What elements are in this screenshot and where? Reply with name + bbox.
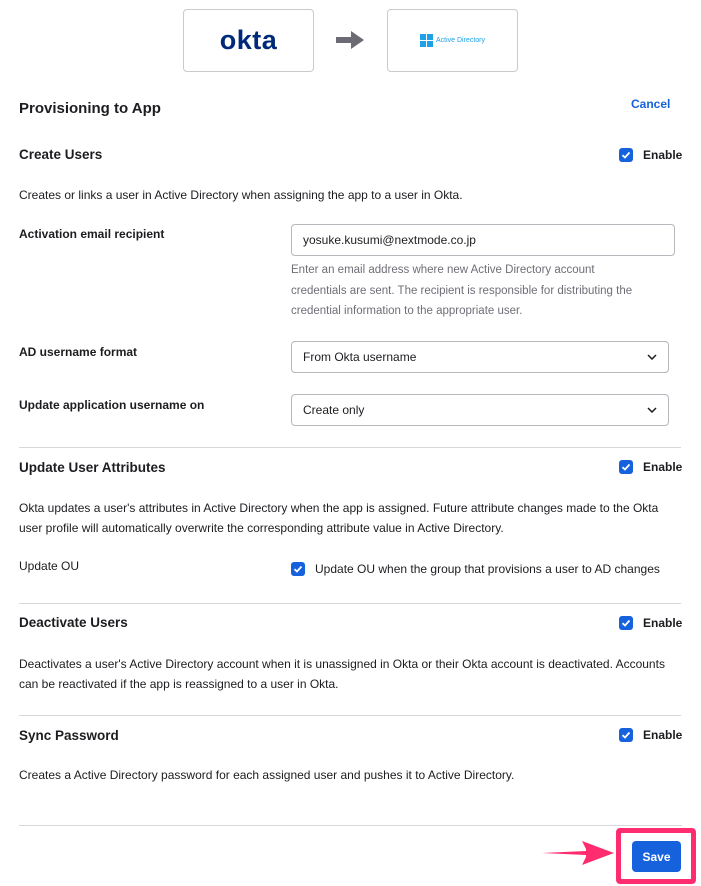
- windows-icon: [420, 34, 433, 47]
- update-attributes-enable[interactable]: [619, 460, 682, 474]
- update-ou-label: Update OU: [19, 559, 80, 573]
- deactivate-users-enable[interactable]: [619, 616, 682, 630]
- email-label: Activation email recipient: [19, 227, 165, 241]
- create-users-title: Create Users: [19, 147, 103, 162]
- divider: [19, 447, 681, 448]
- chevron-down-icon: [647, 407, 657, 413]
- update-ou-option[interactable]: [291, 559, 660, 579]
- checkbox-checked-icon[interactable]: [619, 728, 633, 742]
- page-title: Provisioning to App: [19, 100, 161, 117]
- cancel-link[interactable]: Cancel: [631, 97, 671, 111]
- deactivate-users-title: Deactivate Users: [19, 615, 128, 630]
- update-attributes-title: Update User Attributes: [19, 460, 166, 475]
- sync-password-enable[interactable]: [619, 728, 682, 742]
- deactivate-users-description: Deactivates a user's Active Directory account when it is unassigned in Okta or their Okta account is deactivated. Accounts can be reactivated if the app is reassigned to a user in Okta.: [19, 657, 665, 691]
- update-on-label: Update application username on: [19, 398, 205, 412]
- divider: [19, 825, 682, 826]
- divider: [19, 715, 681, 716]
- enable-label: Enable: [643, 616, 683, 630]
- save-button[interactable]: Save: [632, 841, 681, 872]
- create-users-enable[interactable]: [619, 148, 682, 162]
- sync-password-title: Sync Password: [19, 728, 119, 743]
- username-format-select[interactable]: [291, 341, 669, 373]
- checkbox-checked-icon[interactable]: [619, 616, 633, 630]
- divider: [19, 603, 681, 604]
- email-input[interactable]: yosuke.kusumi@nextmode.co.jp: [291, 224, 675, 256]
- active-directory-logo: Active Directory: [435, 37, 485, 44]
- email-hint: Enter an email address where new Active Directory account credentials are sent. The recipient is responsible for distributing the credential information to the appropriate user.: [291, 264, 633, 317]
- username-format-label: AD username format: [19, 345, 138, 359]
- update-on-select[interactable]: [291, 394, 669, 426]
- checkbox-checked-icon[interactable]: [619, 460, 633, 474]
- chevron-down-icon: [647, 354, 657, 360]
- arrow-right-icon: [336, 31, 364, 52]
- update-ou-option-label: Update OU when the group that provisions a user to AD changes: [315, 562, 660, 576]
- annotation-arrow-icon: [542, 838, 614, 871]
- okta-logo-box: [183, 9, 314, 72]
- selected-value: From Okta username: [303, 350, 417, 364]
- checkbox-checked-icon[interactable]: [291, 562, 305, 576]
- enable-label: Enable: [643, 728, 683, 742]
- active-directory-logo-box: [387, 9, 518, 72]
- update-attributes-description: Okta updates a user's attributes in Active Directory when the app is assigned. Future attribute changes made to the Okta user profile will automatically overwrite the corresponding attribute value in Active Directory.: [19, 501, 659, 535]
- checkbox-checked-icon[interactable]: [619, 148, 633, 162]
- okta-logo: okta: [219, 25, 278, 55]
- sync-password-description: Creates a Active Directory password for each assigned user and pushes it to Active Directory.: [19, 768, 515, 782]
- create-users-description: Creates or links a user in Active Directory when assigning the app to a user in Okta.: [19, 188, 463, 202]
- selected-value: Create only: [303, 403, 365, 417]
- enable-label: Enable: [643, 148, 683, 162]
- enable-label: Enable: [643, 460, 683, 474]
